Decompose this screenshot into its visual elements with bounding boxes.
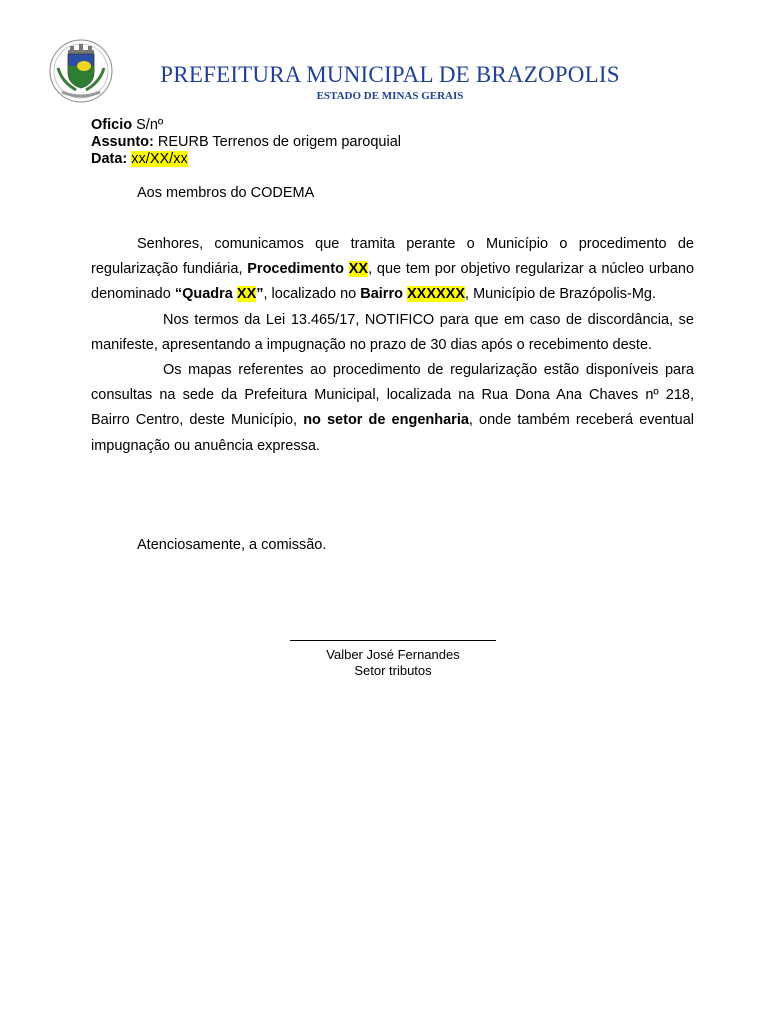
municipality-title: PREFEITURA MUNICIPAL DE BRAZOPOLIS bbox=[160, 62, 620, 87]
p3-bold-setor: no setor de engenharia bbox=[303, 412, 469, 429]
oficio-value: S/nº bbox=[136, 117, 164, 133]
assunto-value: REURB Terrenos de origem paroquial bbox=[157, 134, 402, 150]
p1-bold-quadra-close: ” bbox=[256, 286, 264, 303]
oficio-label: Oficio bbox=[91, 117, 133, 133]
assunto-row bbox=[91, 134, 401, 151]
p1-text-4: , Município de Brazópolis-Mg. bbox=[465, 286, 657, 303]
data-value: xx/XX/xx bbox=[131, 151, 188, 167]
letter-metadata bbox=[91, 117, 401, 168]
signer-role: Setor tributos bbox=[354, 662, 432, 678]
p1-text-1: Senhores, comunicamos que tramita perante o Município o procedimento de regularização fundiária, bbox=[91, 236, 694, 278]
data-label: Data: bbox=[91, 151, 128, 167]
oficio-row bbox=[91, 117, 401, 134]
p1-highlight-bairro: XXXXXX bbox=[406, 286, 466, 303]
p1-bold-procedimento: Procedimento bbox=[247, 261, 344, 278]
greeting: Aos membros do CODEMA bbox=[137, 185, 315, 201]
p1-text-3: , localizado no bbox=[263, 286, 357, 303]
signature-block bbox=[290, 640, 496, 678]
assunto-label: Assunto: bbox=[91, 134, 154, 150]
p1-bold-bairro: Bairro bbox=[360, 286, 403, 303]
p1-bold-quadra: “Quadra bbox=[174, 286, 233, 303]
closing-salutation: Atenciosamente, a comissão. bbox=[137, 537, 327, 553]
p3-text-1: Os mapas referentes ao procedimento de regularização estão disponíveis para consultas na sede da Prefeitura Municipal, localizada na Rua Dona Ana Chaves nº 218, Bairro Centro, deste Município, bbox=[91, 362, 694, 429]
municipal-coat-of-arms-icon bbox=[48, 38, 114, 104]
data-row bbox=[91, 151, 401, 168]
signer-name: Valber José Fernandes bbox=[326, 647, 460, 662]
p1-text-2: , que tem por objetivo regularizar a núcleo urbano denominado bbox=[91, 261, 695, 303]
paragraph-1 bbox=[91, 232, 694, 308]
paragraph-2: Nos termos da Lei 13.465/17, NOTIFICO para que em caso de discordância, se manifeste, apresentando a impugnação no prazo de 30 dias após o recebimento deste. bbox=[91, 311, 694, 353]
state-subtitle: ESTADO DE MINAS GERAIS bbox=[316, 90, 464, 102]
letter-body bbox=[91, 232, 694, 459]
p1-highlight-quadra: XX bbox=[236, 286, 257, 303]
letterhead bbox=[0, 36, 768, 106]
paragraph-3 bbox=[91, 358, 694, 459]
p1-highlight-procedimento: XX bbox=[348, 261, 369, 278]
p3-text-2: , onde também receberá eventual impugnação ou anuência expressa. bbox=[91, 412, 695, 454]
signature-line bbox=[290, 640, 496, 641]
